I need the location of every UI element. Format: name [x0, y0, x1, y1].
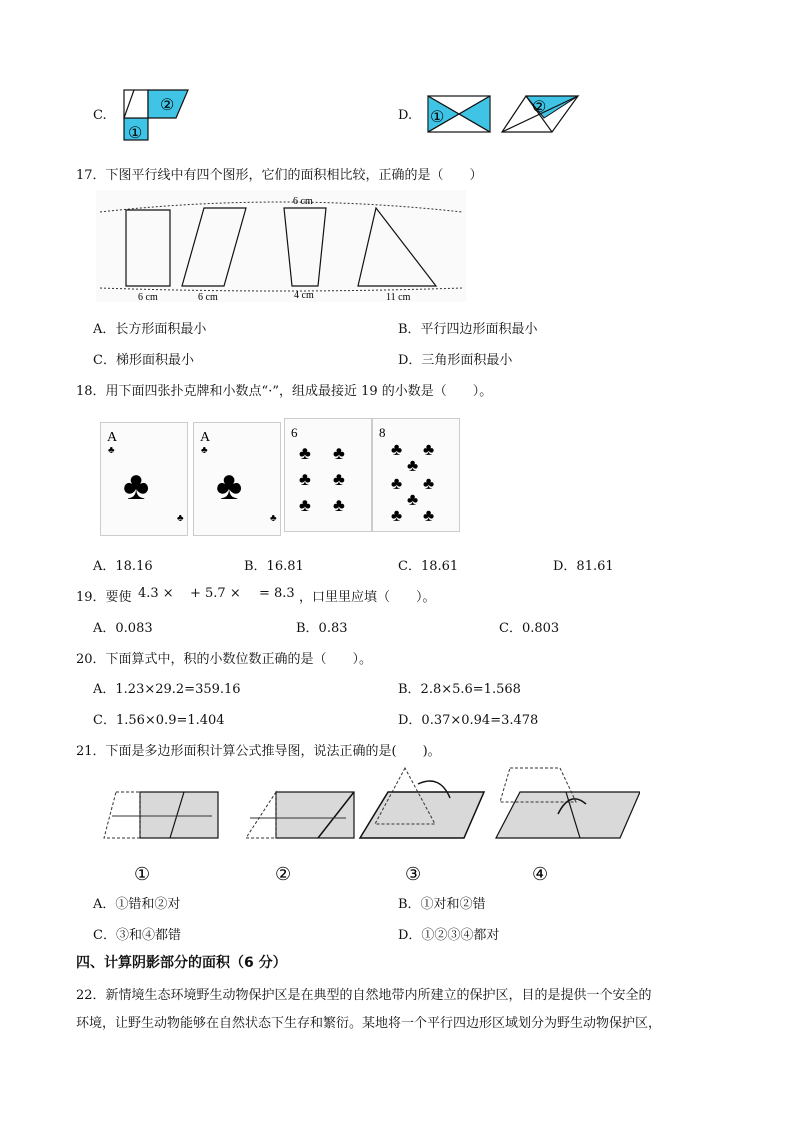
svg-text:♣: ♣: [270, 513, 277, 524]
card-rank: 8: [379, 425, 386, 440]
svg-text:♣: ♣: [423, 506, 435, 525]
q22-line-1: 22．新情境生态环境野生动物保护区是在典型的自然地带内所建立的保护区，目的是提供一个安全的: [76, 988, 652, 1003]
option-d-figure: [422, 92, 584, 138]
q17-option-d: D．三角形面积最小: [398, 353, 513, 368]
label-tri: 11 cm: [386, 292, 411, 302]
q20-option-d: D．0.37×0.94=3.478: [398, 713, 539, 728]
q18-stem: 18．用下面四张扑克牌和小数点“·”，组成最接近 19 的小数是（ ）。: [76, 384, 493, 399]
section-title: 四、计算阴影部分的面积（6 分）: [76, 955, 287, 971]
svg-text:♣: ♣: [407, 456, 419, 475]
q19-expr-3: = 8.3: [259, 586, 295, 601]
q17-option-c: C．梯形面积最小: [93, 353, 194, 368]
label-para: 6 cm: [198, 292, 218, 302]
q17-stem: 17．下图平行线中有四个图形，它们的面积相比较，正确的是（ ）: [76, 168, 483, 183]
card-ace-2: [193, 422, 281, 536]
q18-option-a: A．18.16: [93, 559, 153, 574]
q21-option-a: A．①错和②对: [93, 897, 181, 912]
svg-text:♣: ♣: [391, 440, 403, 459]
fig-label-3: ③: [405, 864, 422, 884]
card-eight: [372, 418, 460, 532]
d-mark-1: ①: [430, 109, 445, 126]
svg-text:♣: ♣: [299, 469, 311, 489]
option-c-figure: [120, 86, 192, 142]
q20-option-a: A．1.23×29.2=359.16: [93, 682, 241, 697]
q19-option-a: A．0.083: [93, 621, 153, 636]
svg-text:♣: ♣: [123, 463, 150, 508]
fig-label-4: ④: [532, 864, 549, 884]
svg-text:♣: ♣: [299, 443, 311, 463]
label-trap: 4 cm: [294, 290, 314, 301]
q22-line-2: 环境，让野生动物能够在自然状态下生存和繁衍。某地将一个平行四边形区域划分为野生动物保护区，: [76, 1016, 662, 1031]
svg-text:♣: ♣: [333, 469, 345, 489]
q19-expr-1: 4.3 ×: [138, 586, 174, 601]
card-rank: A: [200, 430, 211, 445]
q19-expr-2: + 5.7 ×: [190, 586, 241, 601]
label-top: 6 cm: [293, 196, 313, 207]
card-ace-1: [100, 422, 188, 536]
q21-stem: 21．下面是多边形面积计算公式推导图，说法正确的是( )。: [76, 744, 441, 759]
q17-figure: [96, 190, 466, 302]
c-mark-1: ①: [128, 125, 143, 142]
q19-stem-a: 19．要使: [76, 590, 132, 605]
q21-option-d: D．①②③④都对: [398, 928, 500, 943]
q19-option-b: B．0.83: [296, 621, 348, 636]
svg-text:♣: ♣: [423, 474, 435, 493]
card-rank: A: [107, 430, 118, 445]
q18-option-b: B．16.81: [244, 559, 304, 574]
q19-stem-b: ，口里里应填（ ）。: [299, 590, 436, 605]
q20-option-b: B．2.8×5.6=1.568: [398, 682, 521, 697]
fig-label-1: ①: [134, 864, 151, 884]
svg-text:♣: ♣: [391, 474, 403, 493]
card-six: [284, 418, 372, 532]
svg-text:♣: ♣: [201, 445, 208, 456]
svg-text:♣: ♣: [333, 443, 345, 463]
svg-text:♣: ♣: [407, 490, 419, 509]
q21-option-b: B．①对和②错: [398, 897, 486, 912]
c-mark-2: ②: [160, 97, 175, 114]
card-rank: 6: [291, 425, 298, 440]
q21-option-c: C．③和④都错: [93, 928, 181, 943]
q20-stem: 20．下面算式中，积的小数位数正确的是（ ）。: [76, 652, 373, 667]
q20-option-c: C．1.56×0.9=1.404: [93, 713, 225, 728]
fig-label-2: ②: [275, 864, 292, 884]
svg-text:♣: ♣: [216, 463, 243, 508]
svg-text:♣: ♣: [423, 440, 435, 459]
svg-text:♣: ♣: [299, 495, 311, 515]
label-rect: 6 cm: [138, 292, 158, 302]
q18-option-d: D．81.61: [553, 559, 614, 574]
option-c-label: C.: [93, 108, 107, 123]
svg-text:♣: ♣: [333, 495, 345, 515]
q21-figure: [100, 764, 640, 888]
d-mark-2: ②: [532, 99, 547, 116]
q17-option-a: A．长方形面积最小: [93, 322, 207, 337]
option-d-label: D.: [398, 108, 413, 123]
q18-option-c: C．18.61: [398, 559, 459, 574]
svg-text:♣: ♣: [391, 506, 403, 525]
q17-option-b: B．平行四边形面积最小: [398, 322, 538, 337]
svg-text:♣: ♣: [177, 513, 184, 524]
q19-option-c: C．0.803: [499, 621, 560, 636]
svg-text:♣: ♣: [108, 445, 115, 456]
